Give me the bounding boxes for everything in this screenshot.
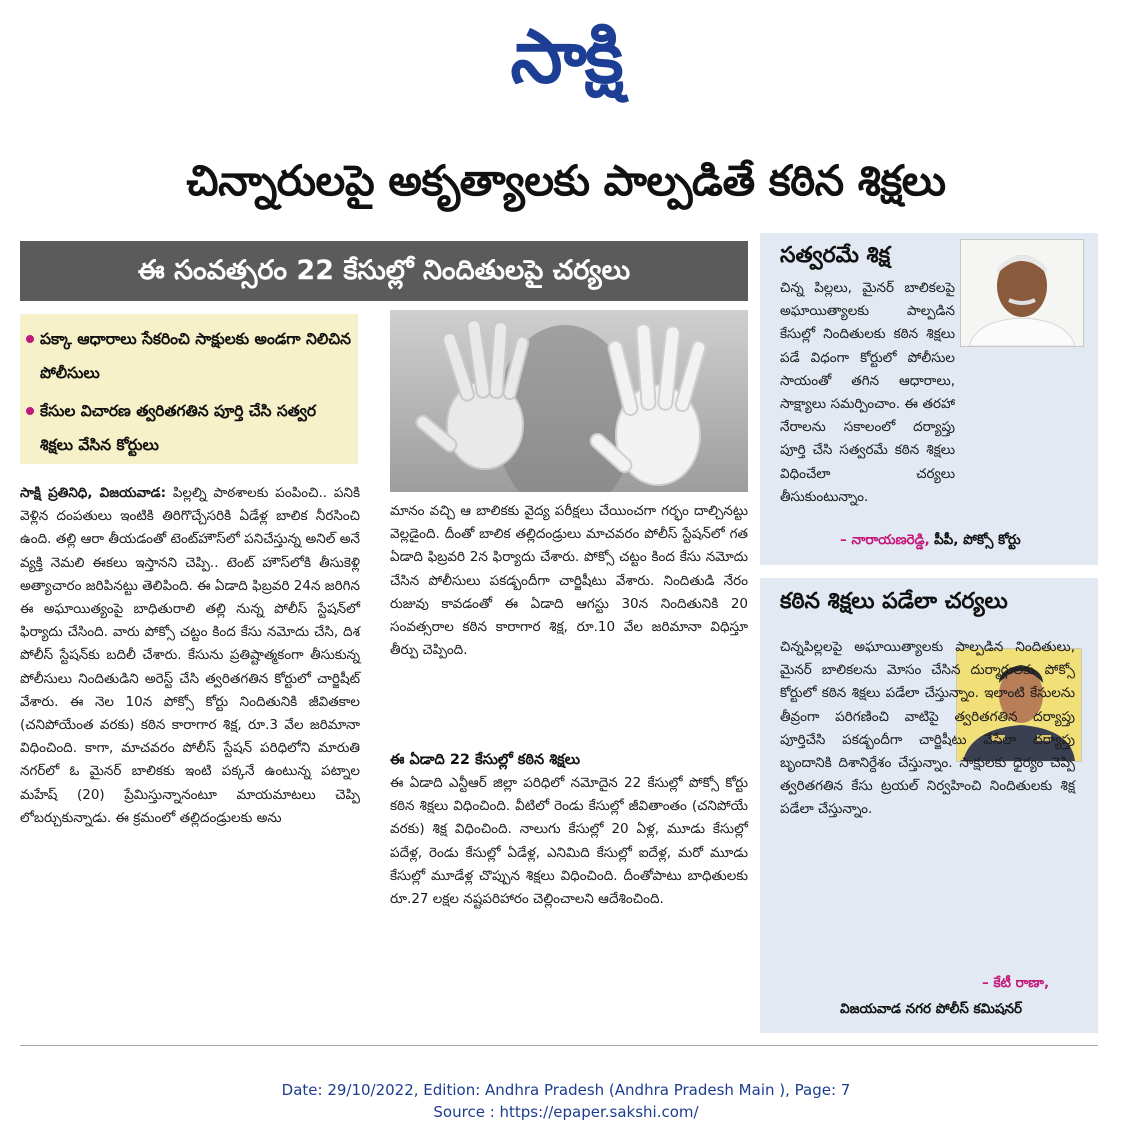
- sidebar-quote: చిన్న పిల్లలు, మైనర్‌ బాలికలపై అఘాయిత్యాలకు పాల్పడిన కేసుల్లో నిందితులకు కఠిన శిక్షలు పడే విధంగా కోర్టులో పోలీసుల సాయంతో తగిన ఆధారాలు, సాక్ష్యాలు సమర్పించాం. ఈ తరహా నేరాలను సకాలంలో దర్యాప్తు పూర్తి చేసి సత్వరమే కఠిన శిక్షలు విధించేలా చర్యలు తీసుకుంటున్నాం.: [780, 280, 955, 505]
- article-text: మానం వచ్చి ఆ బాలికకు వైద్య పరీక్షలు చేయించగా గర్భం దాల్చినట్టు వెల్లడైంది. దీంతో బాలిక తల్లిదండ్రులు మాచవరం పోలీస్‌ స్టేషన్‌లో గత ఏడాది ఫిబ్రవరి 2న ఫిర్యాదు చేశారు. పోక్సో చట్టం కింద కేసు నమోదు చేసిన పోలీసులు పకడ్బందీగా చార్జిషీటు వేశారు. నిందితుడి నేరం రుజువు కావడంతో ఈ ఏడాది ఆగస్టు 30న నిందితునికి 20 సంవత్సరాల కఠిన కారాగార శిక్ష, రూ.10 వేల జరిమానా విధిస్తూ తీర్పు చెప్పింది.: [390, 503, 748, 659]
- article-photo: [390, 310, 748, 492]
- article-column-2-continued: [390, 772, 748, 911]
- footer-source: Source : https://epaper.sakshi.com/: [433, 1103, 699, 1121]
- quote-box-commissioner: [760, 578, 1098, 1033]
- article-column-1: [20, 482, 360, 830]
- article-text: పిల్లల్ని పాఠశాలకు పంపించి.. పనికి వెళ్లిన దంపతులు ఇంటికి తిరిగొచ్చేసరికి ఏడేళ్ల బాలిక నీరసించి ఉంది. తల్లి ఆరా తీయడంతో టెంట్‌హౌస్‌లో పనిచేస్తున్న అనిల్‌ అనే వ్యక్తి నెమలి ఈకలు ఇస్తానని చెప్పి.. టెంట్‌ హౌస్‌లోకి తీసుకెళ్లి అత్యాచారం జరిపినట్టు తెలిపింది. ఈ ఏడాది ఫిబ్రవరి 24న జరిగిన ఈ అఘాయిత్యంపై బాధితురాలి తల్లి నున్న పోలీస్‌ స్టేషన్‌లో ఫిర్యాదు చేసింది. వారు పోక్సో చట్టం కింద కేసు నమోదు చేసి, దిశ పోలీస్‌ స్టేషన్‌కు బదిలీ చేశారు. కేసును ప్రతిష్టాత్మకంగా తీసుకున్న పోలీసులు నిందితుడిని అరెస్ట్‌ చేసి త్వరితగతిన కోర్టులో చార్జిషీట్‌ వేశారు. ఈ నెల 10న పోక్సో కోర్టు నిందితునికి జీవితకాల (చనిపోయేంత వరకు) కఠిన కారాగార శిక్ష, రూ.3 వేల జరిమానా విధించింది. కాగా, మాచవరం పోలీస్‌ స్టేషన్‌ పరిధిలోని మారుతి నగర్‌లో ఓ మైనర్‌ బాలికకు ఇంటి పక్కనే ఉంటున్న పట్నాల మహేష్‌ (20) ప్రేమిస్తున్నానంటూ మాయమాటలు చెప్పి లోబర్చుకున్నాడు. ఈ క్రమంలో తల్లిదండ్రులకు అను: [20, 485, 360, 826]
- highlights-box: [20, 314, 358, 464]
- sidebar-heading: కఠిన శిక్షలు పడేలా చర్యలు: [780, 589, 1008, 614]
- byline: సాక్షి ప్రతినిధి, విజయవాడ:: [20, 485, 167, 501]
- person-portrait-icon: [961, 240, 1083, 346]
- footer-date-edition: Date: 29/10/2022, Edition: Andhra Pradesh (Andhra Pradesh Main ), Page: 7: [281, 1081, 851, 1099]
- credit-role: పీపీ, పోక్సో కోర్టు: [934, 532, 1021, 548]
- highlight-text: పక్కా ఆధారాలు సేకరించి సాక్షులకు అండగా నిలిచిన పోలీసులు: [40, 330, 351, 382]
- prosecutor-photo: [960, 239, 1084, 347]
- page-footer: [0, 1079, 1132, 1123]
- bottom-rule: [20, 1045, 1098, 1046]
- article-text: ఈ ఏడాది ఎన్టీఆర్‌ జిల్లా పరిధిలో నమోదైన 22 కేసుల్లో పోక్సో కోర్టు కఠిన శిక్షలు విధించింది. వీటిలో రెండు కేసుల్లో జీవితాంతం (చనిపోయే వరకు) శిక్ష విధించింది. నాలుగు కేసుల్లో 20 ఏళ్ల, మూడు కేసుల్లో పదేళ్ల, రెండు కేసుల్లో ఏడేళ్ల, ఎనిమిది కేసుల్లో ఐదేళ్ల, మరో మూడు కేసుల్లో మూడేళ్ల చొప్పున శిక్షలు విధించింది. దీంతోపాటు బాధితులకు రూ.27 లక్షల నష్టపరిహారం చెల్లించాలని ఆదేశించింది.: [390, 775, 748, 908]
- highlight-item: [40, 322, 352, 390]
- subsection-heading: ఈ ఏడాది 22 కేసుల్లో కఠిన శిక్షలు: [390, 752, 581, 768]
- credit-role-line: [840, 998, 1022, 1020]
- sidebar-credit: [840, 529, 1021, 551]
- credit-name-line: [982, 972, 1049, 994]
- sidebar-quote: చిన్నపిల్లలపై అఘాయిత్యాలకు పాల్పడిన నిందితులు, మైనర్‌ బాలికలను మోసం చేసిన దుర్మార్గులకు పోక్సో కోర్టులో కఠిన శిక్షలు పడేలా చేస్తున్నాం. ఇలాంటి కేసులను తీవ్రంగా పరిగణించి వాటిపై త్వరితగతిన దర్యాప్తు పూర్తిచేసి పకడ్బందీగా చార్జిషీటు వేసేలా దర్యాప్తు బృందానికి దిశానిర్దేశం చేస్తున్నాం. సాక్షులకు ధైర్యం చెప్పి త్వరితగతిన కేసు ట్రయల్‌ నిర్వహించి నిందితులకు శిక్ష పడేలా చేస్తున్నాం.: [780, 639, 1075, 818]
- highlight-text: కేసుల విచారణ త్వరితగతిన పూర్తి చేసి సత్వర శిక్షలు వేసిన కోర్టులు: [40, 402, 317, 454]
- masthead-logo: సాక్షి: [510, 14, 622, 100]
- sidebar-heading: సత్వరమే శిక్ష: [780, 243, 891, 268]
- credit-role: విజయవాడ నగర పోలీస్‌ కమిషనర్‌: [840, 1001, 1022, 1017]
- highlight-item: [40, 394, 352, 462]
- credit-name: – కేటీ రాణా,: [982, 975, 1050, 991]
- page-headline: చిన్నారులపై అకృత్యాలకు పాల్పడితే కఠిన శిక్షలు: [186, 156, 946, 205]
- subheadline-banner: ఈ సంవత్సరం 22 కేసుల్లో నిందితులపై చర్యలు: [20, 241, 748, 301]
- bullet-icon: [26, 407, 34, 415]
- quote-box-prosecutor: [760, 233, 1098, 565]
- article-column-2: [390, 500, 748, 662]
- credit-name: – నారాయణరెడ్డి,: [840, 532, 930, 548]
- sidebar-quote-wrap: [780, 636, 1075, 822]
- sidebar-quote-wrap: [780, 277, 955, 509]
- bullet-icon: [26, 335, 34, 343]
- raised-hands-illustration: [390, 310, 748, 492]
